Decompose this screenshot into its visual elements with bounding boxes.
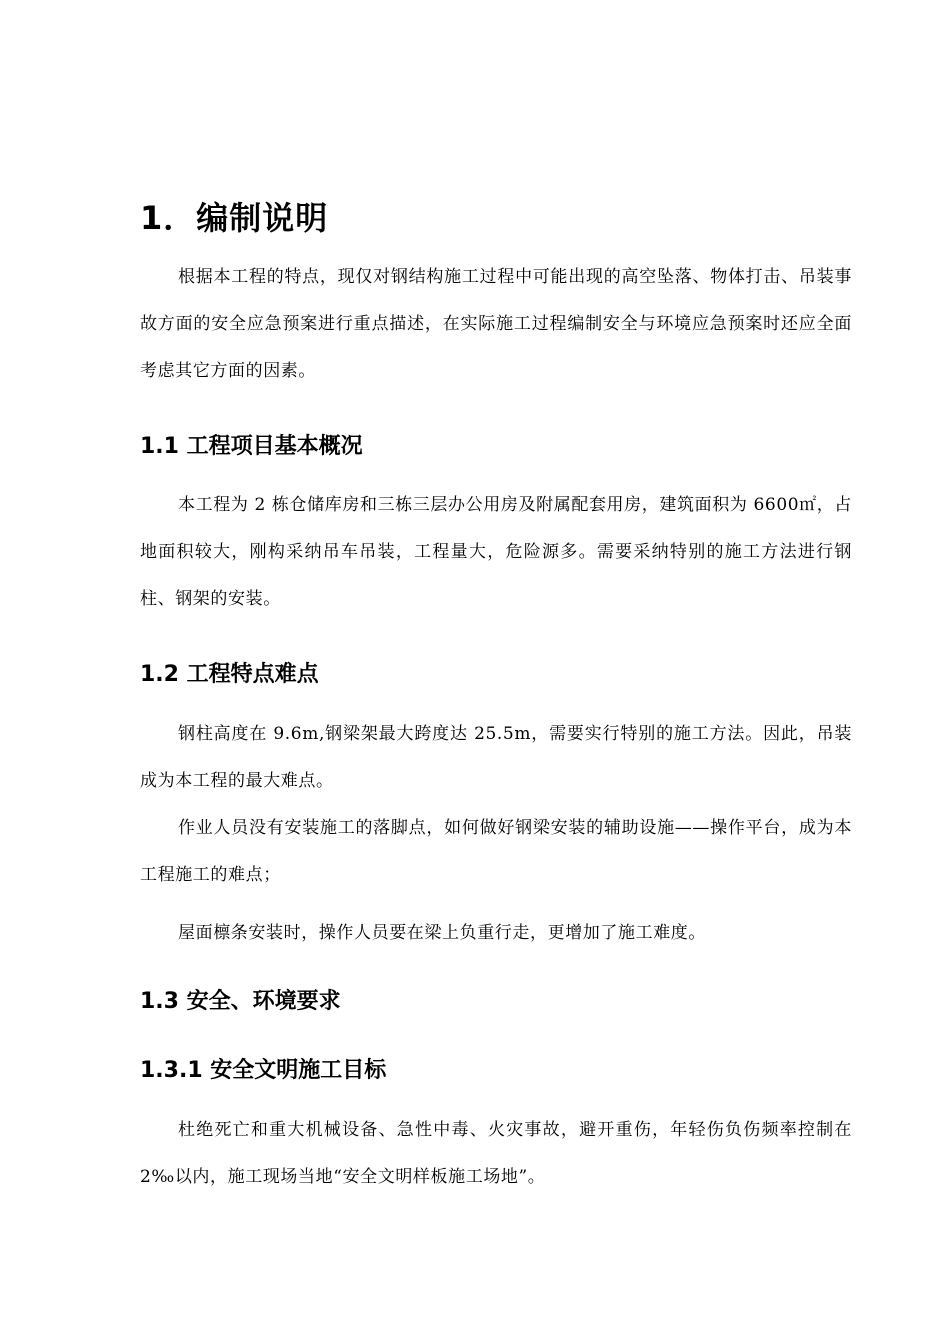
section-heading-1: 1．编制说明 xyxy=(140,199,329,237)
section-heading-1-2: 1.2 工程特点难点 xyxy=(140,662,319,687)
section-heading-1-1: 1.1 工程项目基本概况 xyxy=(140,434,363,459)
section-heading-1-3: 1.3 安全、环境要求 xyxy=(140,989,341,1014)
section-1-2-paragraph-3: 屋面檩条安装时，操作人员要在梁上负重行走，更增加了施工难度。 xyxy=(178,923,706,943)
section-1-paragraph: 根据本工程的特点，现仅对钢结构施工过程中可能出现的高空坠落、物体打击、吊装事故方面的安全应急预案进行重点描述，在实际施工过程编制安全与环境应急预案时还应全面考虑其它方面的因素。 xyxy=(140,267,852,381)
section-1-2-paragraph-1: 钢柱高度在 9.6m,钢梁架最大跨度达 25.5m，需要实行特别的施工方法。因此，吊装成为本工程的最大难点。 xyxy=(140,724,852,791)
section-heading-1-3-1: 1.3.1 安全文明施工目标 xyxy=(140,1058,387,1083)
section-1-2-paragraph-2: 作业人员没有安装施工的落脚点，如何做好钢梁安装的辅助设施——操作平台，成为本工程施工的难点； xyxy=(140,818,852,885)
section-1-3-1-paragraph: 杜绝死亡和重大机械设备、急性中毒、火灾事故，避开重伤，年轻伤负伤频率控制在 2‰以内，施工现场当地“安全文明样板施工场地”。 xyxy=(140,1120,852,1187)
section-1-1-paragraph: 本工程为 2 栋仓储库房和三栋三层办公用房及附属配套用房，建筑面积为 6600㎡，占地面积较大，刚构采纳吊车吊装，工程量大，危险源多。需要采纳特别的施工方法进行钢柱、钢架的安装。 xyxy=(140,495,852,609)
